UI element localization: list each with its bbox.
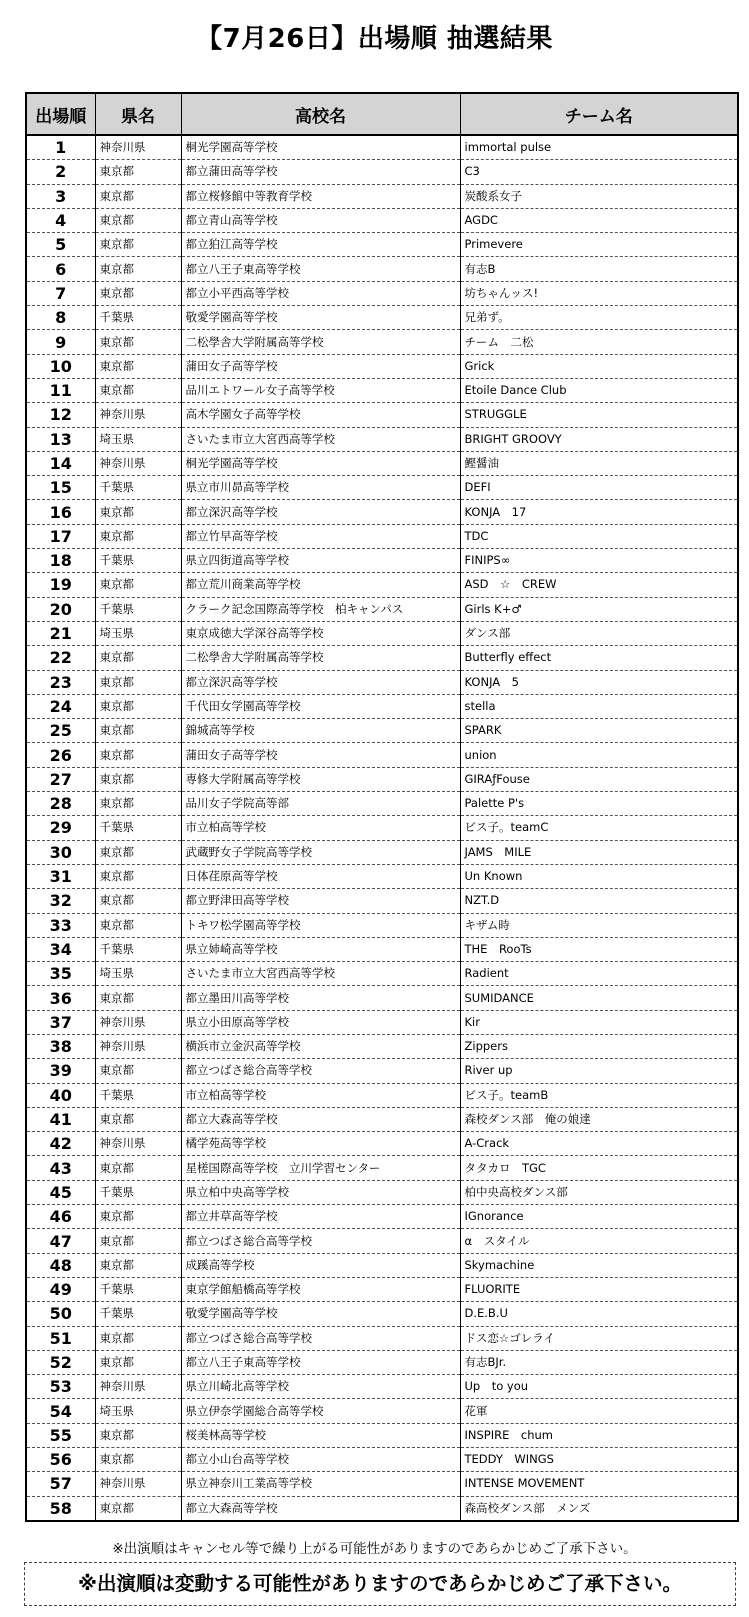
table-row (26, 1423, 738, 1447)
prefecture-cell: 千葉県 (95, 306, 181, 330)
order-cell: 34 (26, 937, 95, 961)
team-cell: 鰹醤油 (460, 451, 738, 475)
team-cell: SPARK (460, 719, 738, 743)
order-cell: 22 (26, 646, 95, 670)
table-row (26, 621, 738, 645)
school-cell: 市立柏高等学校 (181, 1083, 460, 1107)
prefecture-cell: 東京都 (95, 670, 181, 694)
team-cell: 有志B (460, 257, 738, 281)
table-row (26, 184, 738, 208)
prefecture-cell: 東京都 (95, 913, 181, 937)
order-cell: 28 (26, 792, 95, 816)
school-cell: 都立大森高等学校 (181, 1107, 460, 1131)
school-cell: 都立小平西高等学校 (181, 281, 460, 305)
table-row (26, 524, 738, 548)
table-row (26, 403, 738, 427)
prefecture-cell: 東京都 (95, 330, 181, 354)
team-cell: 柏中央高校ダンス部 (460, 1180, 738, 1204)
table-row (26, 1399, 738, 1423)
prefecture-cell: 東京都 (95, 1229, 181, 1253)
team-cell: 森高校ダンス部 メンズ (460, 1496, 738, 1521)
team-cell: THE RooTs (460, 937, 738, 961)
table-row (26, 767, 738, 791)
table-row (26, 354, 738, 378)
team-cell: DEFI (460, 476, 738, 500)
prefecture-cell: 東京都 (95, 524, 181, 548)
team-cell: ビス子。teamC (460, 816, 738, 840)
prefecture-cell: 千葉県 (95, 1180, 181, 1204)
table-row (26, 1059, 738, 1083)
prefecture-cell: 神奈川県 (95, 1010, 181, 1034)
order-cell: 2 (26, 160, 95, 184)
order-cell: 33 (26, 913, 95, 937)
table-row (26, 233, 738, 257)
order-cell: 26 (26, 743, 95, 767)
prefecture-cell: 千葉県 (95, 549, 181, 573)
school-cell: 蒲田女子高等学校 (181, 354, 460, 378)
team-cell: GIRAƒFouse (460, 767, 738, 791)
prefecture-cell: 東京都 (95, 694, 181, 718)
school-cell: 横浜市立金沢高等学校 (181, 1034, 460, 1058)
prefecture-cell: 東京都 (95, 257, 181, 281)
school-cell: 高木学園女子高等学校 (181, 403, 460, 427)
team-cell: FINIPS∞ (460, 549, 738, 573)
table-row (26, 719, 738, 743)
order-cell: 23 (26, 670, 95, 694)
school-cell: 都立墨田川高等学校 (181, 986, 460, 1010)
prefecture-cell: 千葉県 (95, 597, 181, 621)
order-cell: 54 (26, 1399, 95, 1423)
header-school: 高校名 (181, 93, 460, 135)
prefecture-cell: 千葉県 (95, 1083, 181, 1107)
school-cell: 都立八王子東高等学校 (181, 1350, 460, 1374)
table-row (26, 257, 738, 281)
order-cell: 31 (26, 864, 95, 888)
prefecture-cell: 東京都 (95, 233, 181, 257)
prefecture-cell: 東京都 (95, 160, 181, 184)
prefecture-cell: 東京都 (95, 1205, 181, 1229)
team-cell: INTENSE MOVEMENT (460, 1472, 738, 1496)
school-cell: 都立大森高等学校 (181, 1496, 460, 1521)
prefecture-cell: 東京都 (95, 184, 181, 208)
order-cell: 25 (26, 719, 95, 743)
table-row (26, 889, 738, 913)
school-cell: 敬愛学園高等学校 (181, 306, 460, 330)
note-cancellation: ※出演順はキャンセル等で繰り上がる可能性がありますのであらかじめご了承下さい。 (112, 1541, 637, 1557)
prefecture-cell: 東京都 (95, 500, 181, 524)
order-cell: 27 (26, 767, 95, 791)
school-cell: 品川エトワール女子高等学校 (181, 378, 460, 402)
table-row (26, 1326, 738, 1350)
table-row (26, 1205, 738, 1229)
school-cell: 千代田女学園高等学校 (181, 694, 460, 718)
team-cell: JAMS MILE (460, 840, 738, 864)
team-cell: ASD ☆ CREW (460, 573, 738, 597)
table-row (26, 1472, 738, 1496)
prefecture-cell: 神奈川県 (95, 1375, 181, 1399)
school-cell: 県立小田原高等学校 (181, 1010, 460, 1034)
team-cell: 兄弟ず。 (460, 306, 738, 330)
prefecture-cell: 千葉県 (95, 816, 181, 840)
team-cell: 坊ちゃんッス! (460, 281, 738, 305)
school-cell: 都立狛江高等学校 (181, 233, 460, 257)
order-cell: 20 (26, 597, 95, 621)
order-cell: 52 (26, 1350, 95, 1374)
school-cell: 都立荒川商業高等学校 (181, 573, 460, 597)
order-cell: 57 (26, 1472, 95, 1496)
order-cell: 17 (26, 524, 95, 548)
school-cell: 専修大学附属高等学校 (181, 767, 460, 791)
order-cell: 40 (26, 1083, 95, 1107)
school-cell: 都立桜修館中等教育学校 (181, 184, 460, 208)
prefecture-cell: 千葉県 (95, 476, 181, 500)
order-cell: 12 (26, 403, 95, 427)
school-cell: 都立つばさ総合高等学校 (181, 1059, 460, 1083)
order-cell: 41 (26, 1107, 95, 1131)
team-cell: STRUGGLE (460, 403, 738, 427)
order-cell: 5 (26, 233, 95, 257)
table-row (26, 1375, 738, 1399)
school-cell: 県立伊奈学園総合高等学校 (181, 1399, 460, 1423)
team-cell: Kir (460, 1010, 738, 1034)
school-cell: 蒲田女子高等学校 (181, 743, 460, 767)
order-cell: 11 (26, 378, 95, 402)
team-cell: α スタイル (460, 1229, 738, 1253)
prefecture-cell: 東京都 (95, 1326, 181, 1350)
team-cell: C3 (460, 160, 738, 184)
prefecture-cell: 東京都 (95, 1448, 181, 1472)
order-cell: 43 (26, 1156, 95, 1180)
school-cell: 都立つばさ総合高等学校 (181, 1229, 460, 1253)
school-cell: 都立小山台高等学校 (181, 1448, 460, 1472)
table-row (26, 1496, 738, 1521)
order-cell: 13 (26, 427, 95, 451)
team-cell: SUMIDANCE (460, 986, 738, 1010)
order-cell: 39 (26, 1059, 95, 1083)
table-row (26, 330, 738, 354)
prefecture-cell: 埼玉県 (95, 427, 181, 451)
order-cell: 8 (26, 306, 95, 330)
school-cell: 成蹊高等学校 (181, 1253, 460, 1277)
team-cell: union (460, 743, 738, 767)
team-cell: KONJA 17 (460, 500, 738, 524)
prefecture-cell: 東京都 (95, 208, 181, 232)
order-cell: 4 (26, 208, 95, 232)
prefecture-cell: 神奈川県 (95, 1132, 181, 1156)
team-cell: ダンス部 (460, 621, 738, 645)
order-cell: 3 (26, 184, 95, 208)
table-row (26, 597, 738, 621)
table-row (26, 1180, 738, 1204)
prefecture-cell: 東京都 (95, 986, 181, 1010)
school-cell: 都立竹早高等学校 (181, 524, 460, 548)
school-cell: 星槎国際高等学校 立川学習センター (181, 1156, 460, 1180)
order-cell: 53 (26, 1375, 95, 1399)
prefecture-cell: 東京都 (95, 1059, 181, 1083)
school-cell: 都立青山高等学校 (181, 208, 460, 232)
order-cell: 38 (26, 1034, 95, 1058)
table-row (26, 1448, 738, 1472)
order-cell: 55 (26, 1423, 95, 1447)
school-cell: トキワ松学園高等学校 (181, 913, 460, 937)
prefecture-cell: 千葉県 (95, 1302, 181, 1326)
order-cell: 18 (26, 549, 95, 573)
header-team: チーム名 (460, 93, 738, 135)
school-cell: 県立柏中央高等学校 (181, 1180, 460, 1204)
team-cell: タタカロ TGC (460, 1156, 738, 1180)
order-cell: 51 (26, 1326, 95, 1350)
header-order: 出場順 (26, 93, 95, 135)
team-cell: INSPIRE chum (460, 1423, 738, 1447)
school-cell: 日体荏原高等学校 (181, 864, 460, 888)
school-cell: さいたま市立大宮西高等学校 (181, 962, 460, 986)
team-cell: NZT.D (460, 889, 738, 913)
table-row (26, 281, 738, 305)
table-row (26, 1229, 738, 1253)
prefecture-cell: 東京都 (95, 1423, 181, 1447)
order-cell: 16 (26, 500, 95, 524)
school-cell: 県立姉崎高等学校 (181, 937, 460, 961)
school-cell: 敬愛学園高等学校 (181, 1302, 460, 1326)
order-cell: 24 (26, 694, 95, 718)
school-cell: クラーク記念国際高等学校 柏キャンパス (181, 597, 460, 621)
prefecture-cell: 東京都 (95, 864, 181, 888)
prefecture-cell: 神奈川県 (95, 451, 181, 475)
table-row (26, 1253, 738, 1277)
table-row (26, 1010, 738, 1034)
order-cell: 14 (26, 451, 95, 475)
team-cell: Radient (460, 962, 738, 986)
order-cell: 29 (26, 816, 95, 840)
prefecture-cell: 東京都 (95, 354, 181, 378)
team-cell: Zippers (460, 1034, 738, 1058)
team-cell: KONJA 5 (460, 670, 738, 694)
order-cell: 15 (26, 476, 95, 500)
order-cell: 7 (26, 281, 95, 305)
table-row (26, 670, 738, 694)
team-cell: Palette P's (460, 792, 738, 816)
table-row (26, 646, 738, 670)
team-cell: River up (460, 1059, 738, 1083)
order-cell: 50 (26, 1302, 95, 1326)
school-cell: 品川女子学院高等部 (181, 792, 460, 816)
order-cell: 36 (26, 986, 95, 1010)
team-cell: Grick (460, 354, 738, 378)
table-row (26, 792, 738, 816)
table-row (26, 1132, 738, 1156)
school-cell: 都立井草高等学校 (181, 1205, 460, 1229)
school-cell: 都立深沢高等学校 (181, 670, 460, 694)
order-cell: 21 (26, 621, 95, 645)
prefecture-cell: 東京都 (95, 1253, 181, 1277)
team-cell: Up to you (460, 1375, 738, 1399)
prefecture-cell: 東京都 (95, 573, 181, 597)
note-order-may-change: ※出演順は変動する可能性がありますのであらかじめご了承下さい。 (24, 1562, 736, 1606)
table-row (26, 1107, 738, 1131)
prefecture-cell: 東京都 (95, 281, 181, 305)
team-cell: A-Crack (460, 1132, 738, 1156)
school-cell: 都立つばさ総合高等学校 (181, 1326, 460, 1350)
order-cell: 49 (26, 1277, 95, 1301)
team-cell: Etoile Dance Club (460, 378, 738, 402)
table-row (26, 962, 738, 986)
school-cell: 県立神奈川工業高等学校 (181, 1472, 460, 1496)
table-row (26, 1034, 738, 1058)
prefecture-cell: 埼玉県 (95, 621, 181, 645)
header-prefecture: 県名 (95, 93, 181, 135)
team-cell: Un Known (460, 864, 738, 888)
school-cell: 橘学苑高等学校 (181, 1132, 460, 1156)
order-cell: 32 (26, 889, 95, 913)
table-row (26, 816, 738, 840)
school-cell: 都立深沢高等学校 (181, 500, 460, 524)
table-row (26, 451, 738, 475)
table-row (26, 1156, 738, 1180)
order-cell: 30 (26, 840, 95, 864)
team-cell: stella (460, 694, 738, 718)
table-row (26, 913, 738, 937)
prefecture-cell: 神奈川県 (95, 1472, 181, 1496)
school-cell: 東京学館船橋高等学校 (181, 1277, 460, 1301)
table-row (26, 1350, 738, 1374)
table-row (26, 378, 738, 402)
table-row (26, 937, 738, 961)
order-cell: 45 (26, 1180, 95, 1204)
team-cell: AGDC (460, 208, 738, 232)
table-row (26, 427, 738, 451)
table-row (26, 476, 738, 500)
prefecture-cell: 神奈川県 (95, 403, 181, 427)
order-cell: 48 (26, 1253, 95, 1277)
school-cell: 都立八王子東高等学校 (181, 257, 460, 281)
team-cell: チーム 二松 (460, 330, 738, 354)
prefecture-cell: 東京都 (95, 646, 181, 670)
table-row (26, 1083, 738, 1107)
team-cell: Girls K+♂ (460, 597, 738, 621)
order-cell: 9 (26, 330, 95, 354)
table-row (26, 1302, 738, 1326)
team-cell: D.E.B.U (460, 1302, 738, 1326)
school-cell: 桐光学園高等学校 (181, 451, 460, 475)
school-cell: 県立川崎北高等学校 (181, 1375, 460, 1399)
school-cell: 都立蒲田高等学校 (181, 160, 460, 184)
team-cell: ビス子。teamB (460, 1083, 738, 1107)
prefecture-cell: 埼玉県 (95, 962, 181, 986)
table-header-row (26, 93, 738, 135)
prefecture-cell: 東京都 (95, 1156, 181, 1180)
team-cell: Primevere (460, 233, 738, 257)
order-cell: 42 (26, 1132, 95, 1156)
school-cell: さいたま市立大宮西高等学校 (181, 427, 460, 451)
prefecture-cell: 東京都 (95, 743, 181, 767)
school-cell: 二松學舎大学附属高等学校 (181, 330, 460, 354)
table-row (26, 306, 738, 330)
order-cell: 46 (26, 1205, 95, 1229)
school-cell: 桜美林高等学校 (181, 1423, 460, 1447)
table-row (26, 208, 738, 232)
prefecture-cell: 埼玉県 (95, 1399, 181, 1423)
school-cell: 市立柏高等学校 (181, 816, 460, 840)
team-cell: BRIGHT GROOVY (460, 427, 738, 451)
order-cell: 6 (26, 257, 95, 281)
school-cell: 二松學舎大学附属高等学校 (181, 646, 460, 670)
table-row (26, 1277, 738, 1301)
table-row (26, 500, 738, 524)
prefecture-cell: 東京都 (95, 792, 181, 816)
order-cell: 58 (26, 1496, 95, 1521)
page-title: 【7月26日】出場順 抽選結果 (196, 24, 553, 54)
prefecture-cell: 東京都 (95, 719, 181, 743)
school-cell: 武蔵野女子学院高等学校 (181, 840, 460, 864)
order-cell: 1 (26, 135, 95, 160)
prefecture-cell: 東京都 (95, 840, 181, 864)
team-cell: 炭酸系女子 (460, 184, 738, 208)
team-cell: 森校ダンス部 俺の娘達 (460, 1107, 738, 1131)
prefecture-cell: 東京都 (95, 1496, 181, 1521)
team-cell: 有志BJr. (460, 1350, 738, 1374)
prefecture-cell: 神奈川県 (95, 1034, 181, 1058)
order-cell: 37 (26, 1010, 95, 1034)
school-cell: 東京成徳大学深谷高等学校 (181, 621, 460, 645)
team-cell: IGnorance (460, 1205, 738, 1229)
table-row (26, 864, 738, 888)
table-row (26, 743, 738, 767)
order-cell: 56 (26, 1448, 95, 1472)
prefecture-cell: 東京都 (95, 1107, 181, 1131)
school-cell: 県立四街道高等学校 (181, 549, 460, 573)
prefecture-cell: 神奈川県 (95, 135, 181, 160)
order-cell: 47 (26, 1229, 95, 1253)
order-cell: 19 (26, 573, 95, 597)
school-cell: 桐光学園高等学校 (181, 135, 460, 160)
team-cell: ドス恋☆ゴレライ (460, 1326, 738, 1350)
table-row (26, 549, 738, 573)
school-cell: 錦城高等学校 (181, 719, 460, 743)
table-row (26, 986, 738, 1010)
table-row (26, 840, 738, 864)
prefecture-cell: 東京都 (95, 1350, 181, 1374)
school-cell: 都立野津田高等学校 (181, 889, 460, 913)
team-cell: TDC (460, 524, 738, 548)
prefecture-cell: 東京都 (95, 889, 181, 913)
order-cell: 35 (26, 962, 95, 986)
prefecture-cell: 千葉県 (95, 937, 181, 961)
prefecture-cell: 千葉県 (95, 1277, 181, 1301)
table-row (26, 135, 738, 160)
team-cell: Butterfly effect (460, 646, 738, 670)
school-cell: 県立市川昴高等学校 (181, 476, 460, 500)
table-row (26, 694, 738, 718)
team-cell: FLUORITE (460, 1277, 738, 1301)
team-cell: immortal pulse (460, 135, 738, 160)
prefecture-cell: 東京都 (95, 767, 181, 791)
team-cell: TEDDY WINGS (460, 1448, 738, 1472)
team-cell: 花軍 (460, 1399, 738, 1423)
order-cell: 10 (26, 354, 95, 378)
table-row (26, 573, 738, 597)
team-cell: キザム時 (460, 913, 738, 937)
results-table (25, 92, 739, 1522)
team-cell: Skymachine (460, 1253, 738, 1277)
prefecture-cell: 東京都 (95, 378, 181, 402)
table-row (26, 160, 738, 184)
